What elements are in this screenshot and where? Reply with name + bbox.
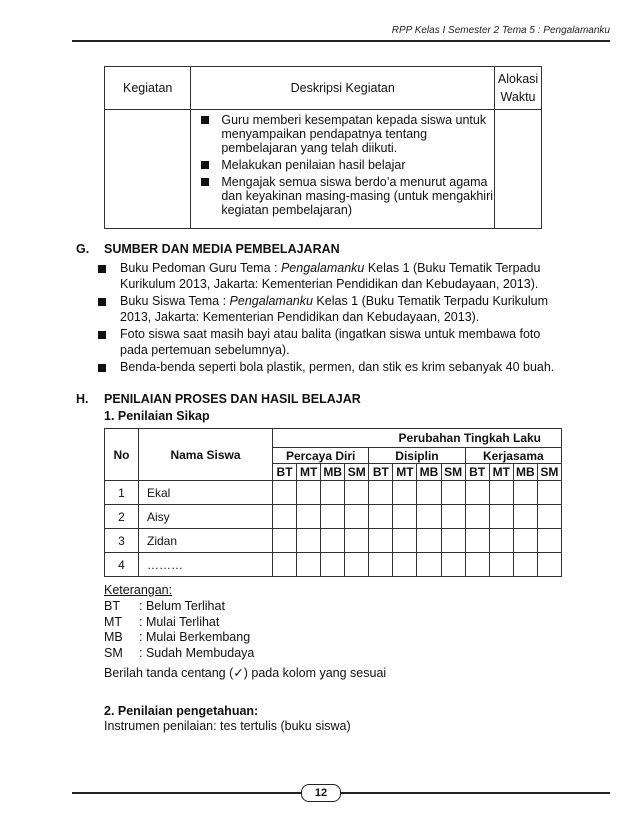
col-no: No	[105, 429, 139, 481]
code-sm: SM	[345, 464, 369, 481]
code-sm: SM	[537, 464, 561, 481]
check-cell[interactable]	[465, 553, 489, 577]
kegiatan-cell	[105, 110, 191, 229]
check-cell[interactable]	[321, 505, 345, 529]
instruction-text: Berilah tanda centang (✓) pada kolom yang sesuai	[104, 666, 387, 680]
check-cell[interactable]	[345, 505, 369, 529]
group-percaya-diri: Percaya Diri	[273, 448, 369, 464]
check-cell[interactable]	[345, 529, 369, 553]
row-no: 1	[105, 481, 139, 505]
check-cell[interactable]	[441, 529, 465, 553]
keterangan-desc: : Sudah Membudaya	[139, 645, 255, 660]
check-cell[interactable]	[537, 529, 561, 553]
activity-bullet: Mengajak semua siswa berdo’a menurut agama dan keyakinan masing-masing (untuk mengakhiri kegiatan pembelajaran)	[191, 175, 494, 217]
code-sm: SM	[441, 464, 465, 481]
check-cell[interactable]	[345, 481, 369, 505]
footer-rule	[72, 792, 610, 794]
check-cell[interactable]	[489, 505, 513, 529]
check-cell[interactable]	[369, 481, 393, 505]
check-cell[interactable]	[369, 553, 393, 577]
check-cell[interactable]	[297, 505, 321, 529]
check-cell[interactable]	[345, 553, 369, 577]
row-nama: Zidan	[139, 529, 273, 553]
section-h-title: PENILAIAN PROSES DAN HASIL BELAJAR	[104, 392, 361, 406]
check-cell[interactable]	[489, 529, 513, 553]
col-alokasi-line2: Waktu	[500, 90, 536, 104]
col-nama: Nama Siswa	[139, 429, 273, 481]
check-cell[interactable]	[441, 505, 465, 529]
deskripsi-cell	[191, 110, 495, 229]
check-cell[interactable]	[417, 529, 441, 553]
check-cell[interactable]	[393, 529, 417, 553]
activity-bullet: Melakukan penilaian hasil belajar	[191, 158, 494, 172]
check-cell[interactable]	[441, 481, 465, 505]
check-cell[interactable]	[297, 553, 321, 577]
section-g-title: SUMBER DAN MEDIA PEMBELAJARAN	[104, 242, 340, 256]
table-row	[105, 529, 562, 553]
group-title: Perubahan Tingkah Laku	[273, 429, 562, 448]
table-row	[105, 481, 562, 505]
row-no: 3	[105, 529, 139, 553]
check-cell[interactable]	[513, 481, 537, 505]
code-mt: MT	[489, 464, 513, 481]
running-header: RPP Kelas I Semester 2 Tema 5 : Pengalamanku	[391, 25, 610, 36]
keterangan-code: SM	[104, 645, 123, 660]
check-cell[interactable]	[441, 553, 465, 577]
activity-bullet: Guru memberi kesempatan kepada siswa untuk menyampaikan pendapatnya tentang pembelajaran yang telah diikuti.	[191, 113, 494, 155]
col-deskripsi: Deskripsi Kegiatan	[191, 67, 495, 110]
keterangan-desc: : Belum Terlihat	[139, 599, 225, 613]
keterangan-code: MB	[104, 630, 123, 644]
table-row	[105, 553, 562, 577]
group-kerjasama: Kerjasama	[465, 448, 561, 464]
code-mt: MT	[297, 464, 321, 481]
check-cell[interactable]	[465, 505, 489, 529]
sources-list	[92, 261, 562, 378]
source-item: Buku Pedoman Guru Tema : Pengalamanku Kelas 1 (Buku Tematik Terpadu Kurikulum 2013, Jakarta: Kementerian Pendidikan dan Kebudayaan, 2013).	[92, 261, 562, 292]
check-cell[interactable]	[513, 505, 537, 529]
row-nama: Ekal	[139, 481, 273, 505]
table-row	[105, 505, 562, 529]
check-cell[interactable]	[321, 529, 345, 553]
check-cell[interactable]	[321, 553, 345, 577]
check-cell[interactable]	[489, 481, 513, 505]
col-kegiatan: Kegiatan	[105, 67, 191, 110]
check-cell[interactable]	[417, 553, 441, 577]
code-bt: BT	[273, 464, 297, 481]
check-cell[interactable]	[393, 481, 417, 505]
check-cell[interactable]	[297, 529, 321, 553]
keterangan-code: MT	[104, 614, 123, 629]
check-cell[interactable]	[273, 529, 297, 553]
alokasi-cell	[495, 110, 542, 229]
check-cell[interactable]	[537, 553, 561, 577]
page-number: 12	[301, 784, 341, 802]
check-cell[interactable]	[369, 529, 393, 553]
row-no: 4	[105, 553, 139, 577]
row-no: 2	[105, 505, 139, 529]
header-rule	[72, 40, 610, 42]
source-item: Buku Siswa Tema : Pengalamanku Kelas 1 (Buku Tematik Terpadu Kurikulum 2013, Jakarta: Kementerian Pendidikan dan Kebudayaan, 2013).	[92, 294, 562, 325]
activity-table	[104, 66, 542, 229]
code-mb: MB	[321, 464, 345, 481]
keterangan-desc: : Mulai Terlihat	[139, 614, 220, 629]
instrumen-text: Instrumen penilaian: tes tertulis (buku siswa)	[104, 719, 351, 733]
check-cell[interactable]	[393, 553, 417, 577]
check-cell[interactable]	[417, 505, 441, 529]
row-nama: ………	[139, 553, 273, 577]
subsection-sikap: 1. Penilaian Sikap	[104, 409, 210, 423]
source-item: Foto siswa saat masih bayi atau balita (ingatkan siswa untuk membawa foto pada pertemuan sebelumnya).	[92, 327, 562, 358]
check-cell[interactable]	[273, 505, 297, 529]
group-disiplin: Disiplin	[369, 448, 465, 464]
check-cell[interactable]	[465, 529, 489, 553]
code-bt: BT	[369, 464, 393, 481]
check-cell[interactable]	[537, 505, 561, 529]
check-cell[interactable]	[393, 505, 417, 529]
check-cell[interactable]	[465, 481, 489, 505]
check-cell[interactable]	[513, 553, 537, 577]
check-cell[interactable]	[513, 529, 537, 553]
check-cell[interactable]	[369, 505, 393, 529]
activity-bullets	[191, 113, 494, 217]
check-cell[interactable]	[417, 481, 441, 505]
source-item: Benda-benda seperti bola plastik, permen, dan stik es krim sebanyak 40 buah.	[92, 360, 562, 376]
keterangan-code: BT	[104, 599, 120, 613]
section-g-letter: G.	[76, 242, 90, 256]
col-alokasi	[495, 67, 542, 110]
code-bt: BT	[465, 464, 489, 481]
check-cell[interactable]	[537, 481, 561, 505]
check-cell[interactable]	[273, 553, 297, 577]
check-cell[interactable]	[489, 553, 513, 577]
check-cell[interactable]	[273, 481, 297, 505]
keterangan-desc: : Mulai Berkembang	[139, 630, 251, 644]
code-mb: MB	[513, 464, 537, 481]
row-nama: Aisy	[139, 505, 273, 529]
subsection-pengetahuan: 2. Penilaian pengetahuan:	[104, 704, 259, 718]
col-alokasi-line1: Alokasi	[497, 72, 539, 86]
keterangan-title: Keterangan:	[104, 583, 173, 597]
code-mb: MB	[417, 464, 441, 481]
check-cell[interactable]	[297, 481, 321, 505]
code-mt: MT	[393, 464, 417, 481]
check-cell[interactable]	[321, 481, 345, 505]
section-h-letter: H.	[76, 392, 89, 406]
attitude-table	[104, 428, 562, 577]
